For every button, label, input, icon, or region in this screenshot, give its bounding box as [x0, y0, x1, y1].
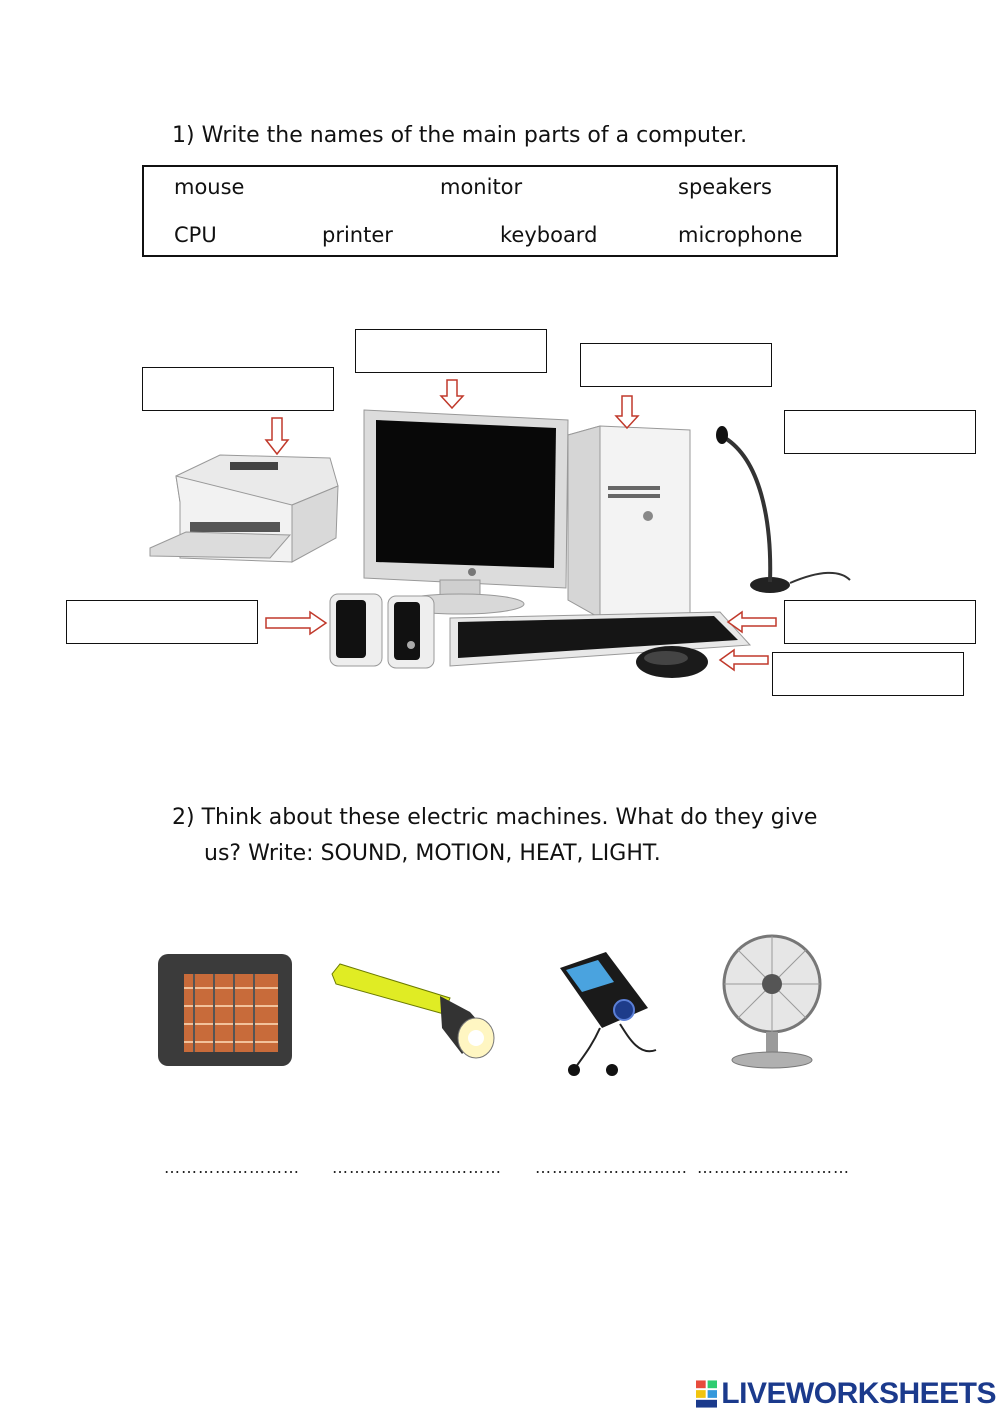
question-2-line-1: 2) Think about these electric machines. What do they give — [172, 805, 818, 830]
arrow-down-printer-icon — [266, 418, 288, 454]
liveworksheets-logo — [696, 1376, 996, 1412]
answer-box-mouse[interactable] — [772, 652, 964, 696]
answer-box-speakers[interactable] — [66, 600, 258, 644]
question-2-prompt — [172, 800, 852, 872]
question-1-prompt: 1) Write the names of the main parts of a computer. — [172, 123, 748, 148]
word-bank-item: speakers — [678, 175, 772, 199]
mouse-icon — [636, 646, 708, 678]
cpu-tower-icon — [568, 426, 690, 620]
answer-blank-fan[interactable]: ……………………… — [697, 1158, 850, 1177]
question-2-line-2: us? Write: SOUND, MOTION, HEAT, LIGHT. — [204, 841, 661, 866]
speakers-icon — [330, 594, 434, 668]
word-bank-item: microphone — [678, 223, 803, 247]
word-bank-item: printer — [322, 223, 393, 247]
answer-box-printer[interactable] — [142, 367, 334, 411]
word-bank-item: mouse — [174, 175, 245, 199]
answer-box-keyboard[interactable] — [784, 600, 976, 644]
answer-blank-mp3-player[interactable]: ……………………… — [535, 1158, 688, 1177]
answer-box-microphone[interactable] — [784, 410, 976, 454]
liveworksheets-logo-text: LIVEWORKSHEETS — [721, 1377, 996, 1410]
liveworksheets-logo-icon — [696, 1380, 717, 1408]
arrow-down-monitor-icon — [441, 380, 463, 408]
arrow-down-cpu-icon — [616, 396, 638, 428]
arrow-right-speakers-icon — [266, 612, 326, 634]
heater-icon — [158, 954, 292, 1066]
word-bank-item: CPU — [174, 223, 217, 247]
printer-icon — [150, 455, 338, 562]
arrow-left-mouse-icon — [720, 650, 768, 670]
fan-icon — [724, 936, 820, 1068]
answer-blank-flashlight[interactable]: ………………………… — [332, 1158, 502, 1177]
answer-box-cpu[interactable] — [580, 343, 772, 387]
machines-illustration — [0, 920, 1000, 1090]
word-bank-item: monitor — [440, 175, 523, 199]
flashlight-icon — [332, 964, 494, 1058]
answer-blank-heater[interactable]: …………………… — [164, 1158, 300, 1177]
word-bank — [142, 165, 838, 257]
answer-box-monitor[interactable] — [355, 329, 547, 373]
monitor-icon — [364, 410, 568, 614]
mp3-player-icon — [560, 952, 656, 1076]
word-bank-item: keyboard — [500, 223, 598, 247]
